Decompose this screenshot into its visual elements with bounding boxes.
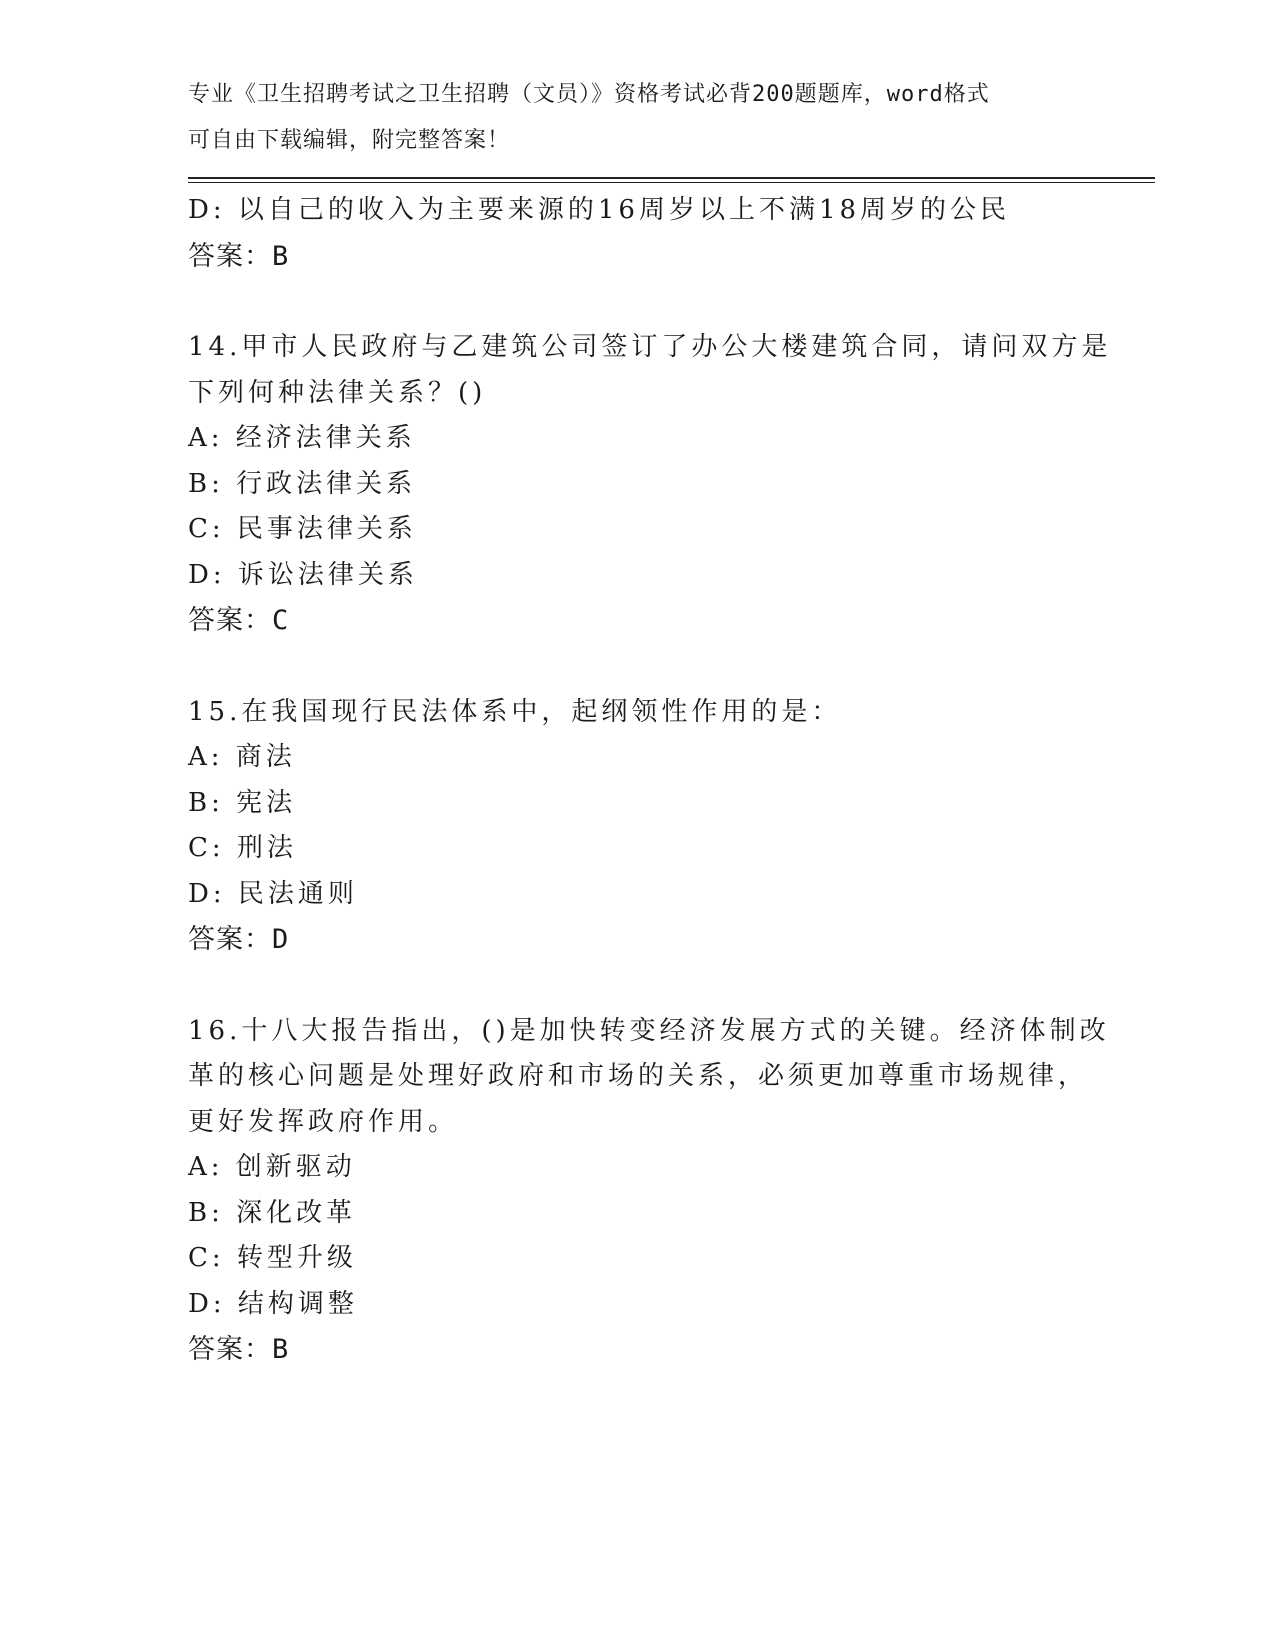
- question-stem: 革的核心问题是处理好政府和市场的关系，必须更加尊重市场规律，: [188, 1061, 1089, 1091]
- question-16: [188, 1009, 1148, 1373]
- spacer: [188, 963, 1148, 1009]
- question-15: [188, 690, 1148, 963]
- document-body: [188, 188, 1148, 1373]
- option-a: A: 经济法律关系: [188, 423, 416, 453]
- spacer: [188, 644, 1148, 690]
- header-line: 专业《卫生招聘考试之卫生招聘（文员）》资格考试必背200题题库，word格式: [188, 82, 990, 107]
- answer: 答案：B: [188, 1334, 290, 1365]
- document-header: [188, 72, 1088, 163]
- option-c: C: 民事法律关系: [188, 514, 417, 544]
- option-a: A: 创新驱动: [188, 1152, 356, 1182]
- answer: 答案：D: [188, 924, 290, 955]
- option-b: B: 深化改革: [188, 1197, 357, 1228]
- option-d: D: 民法通则: [188, 878, 358, 909]
- answer: 答案：B: [188, 240, 290, 272]
- question-14: [188, 325, 1148, 644]
- option-b: B: 行政法律关系: [188, 468, 417, 499]
- option-d: D: 以自己的收入为主要来源的16周岁以上不满18周岁的公民: [188, 195, 1011, 225]
- header-line: 可自由下载编辑，附完整答案！: [188, 127, 511, 153]
- question-stem: 15.在我国现行民法体系中，起纲领性作用的是：: [188, 696, 842, 727]
- answer: 答案：C: [188, 605, 290, 636]
- option-d: D: 诉讼法律关系: [188, 559, 418, 590]
- header-divider: [188, 177, 1155, 183]
- option-c: C: 转型升级: [188, 1243, 357, 1273]
- spacer: [188, 279, 1148, 325]
- question-stem: 16.十八大报告指出，()是加快转变经济发展方式的关键。经济体制改: [188, 1015, 1110, 1046]
- option-a: A: 商法: [188, 742, 296, 772]
- question-stem: 14.甲市人民政府与乙建筑公司签订了办公大楼建筑合同，请问双方是: [188, 332, 1112, 362]
- question-stem: 更好发挥政府作用。: [188, 1106, 459, 1137]
- option-d: D: 结构调整: [188, 1288, 358, 1319]
- option-b: B: 宪法: [188, 787, 297, 818]
- question-stem: 下列何种法律关系？(): [188, 377, 487, 408]
- option-c: C: 刑法: [188, 833, 297, 863]
- question-13-tail: [188, 188, 1148, 279]
